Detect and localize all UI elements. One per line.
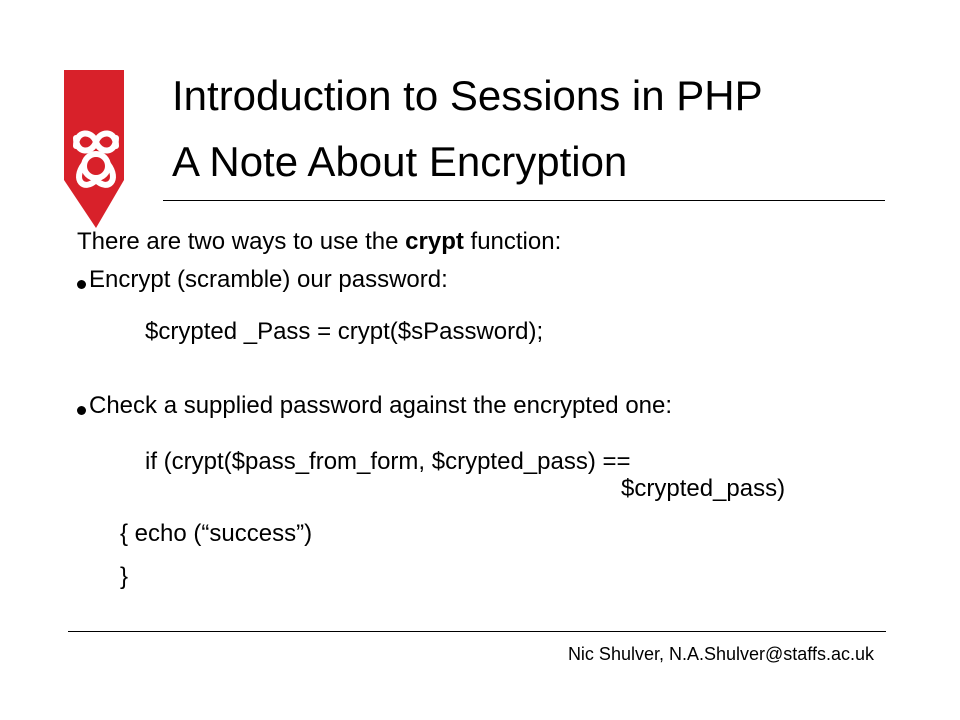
- bullet-dot-icon: [77, 280, 86, 289]
- code-line-crypt: $crypted _Pass = crypt($sPassword);: [145, 318, 544, 345]
- code-line-if: if (crypt($pass_from_form, $crypted_pass) ==: [145, 448, 631, 475]
- header-divider: [163, 200, 885, 201]
- slide-subtitle: A Note About Encryption: [172, 138, 628, 185]
- bullet-dot-icon: [77, 406, 86, 415]
- university-crest-logo: [62, 68, 130, 228]
- code-line-close-brace: }: [120, 563, 129, 590]
- intro-keyword: crypt: [405, 228, 464, 255]
- intro-text: [77, 228, 561, 256]
- bullet-encrypt: Encrypt (scramble) our password:: [89, 266, 448, 293]
- code-line-echo: { echo (“success”): [120, 520, 313, 547]
- code-line-if-continued: $crypted_pass): [621, 475, 786, 502]
- slide-title: Introduction to Sessions in PHP: [172, 72, 763, 119]
- footer-divider: [68, 631, 886, 632]
- bullet-check: Check a supplied password against the encrypted one:: [89, 392, 673, 419]
- intro-suffix: function:: [463, 228, 562, 255]
- footer-author: Nic Shulver, N.A.Shulver@staffs.ac.uk: [567, 644, 874, 664]
- intro-prefix: There are two ways to use the: [77, 228, 406, 255]
